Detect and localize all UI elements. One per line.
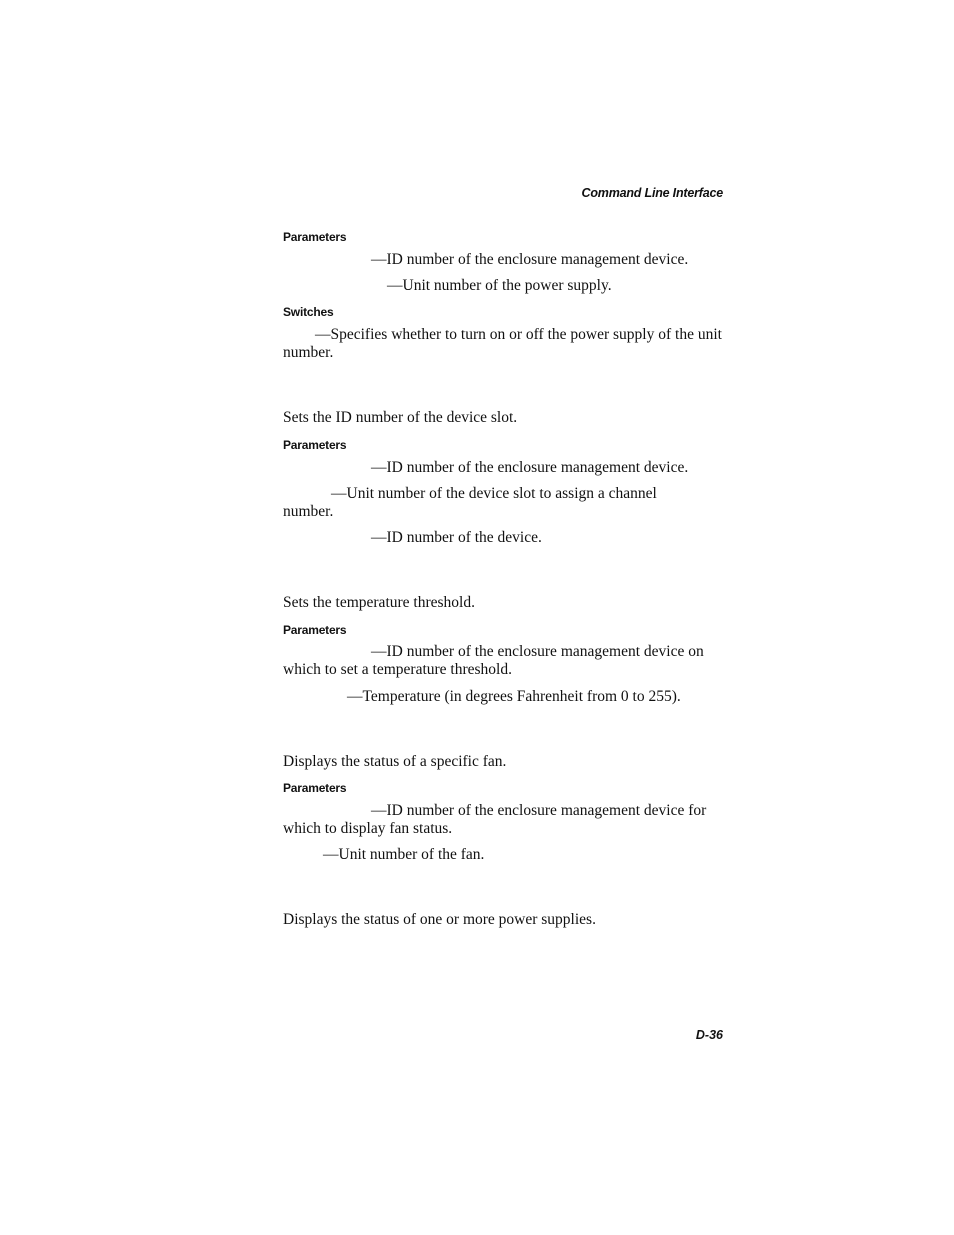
parameters-heading: Parameters bbox=[283, 438, 347, 452]
parameter-description: —ID number of the enclosure management device on which to set a temperature threshold. bbox=[283, 643, 704, 678]
command-description: Sets the temperature threshold. bbox=[283, 594, 475, 611]
switch-description: —Specifies whether to turn on or off the power supply of the unit number. bbox=[283, 326, 722, 361]
parameter-description: —ID number of the enclosure management device. bbox=[371, 459, 689, 476]
page-number: D-36 bbox=[695, 1028, 723, 1042]
parameter-description: —Unit number of the power supply. bbox=[387, 277, 612, 294]
parameter-description: —ID number of the device. bbox=[371, 529, 542, 546]
parameters-heading: Parameters bbox=[283, 623, 347, 637]
parameter-description: —Temperature (in degrees Fahrenheit from 0 to 255). bbox=[347, 688, 681, 705]
command-description: Displays the status of a specific fan. bbox=[283, 753, 507, 770]
parameters-heading: Parameters bbox=[283, 781, 347, 795]
switches-heading: Switches bbox=[283, 305, 334, 319]
running-head: Command Line Interface bbox=[581, 186, 723, 200]
parameter-description: —ID number of the enclosure management device for which to display fan status. bbox=[283, 802, 707, 837]
parameter-description: —Unit number of the device slot to assign a channel number. bbox=[283, 485, 657, 520]
parameter-description: —ID number of the enclosure management device. bbox=[371, 251, 689, 268]
parameters-heading: Parameters bbox=[283, 230, 347, 244]
command-description: Displays the status of one or more power supplies. bbox=[283, 911, 596, 928]
command-description: Sets the ID number of the device slot. bbox=[283, 409, 518, 426]
parameter-description: —Unit number of the fan. bbox=[323, 846, 485, 863]
